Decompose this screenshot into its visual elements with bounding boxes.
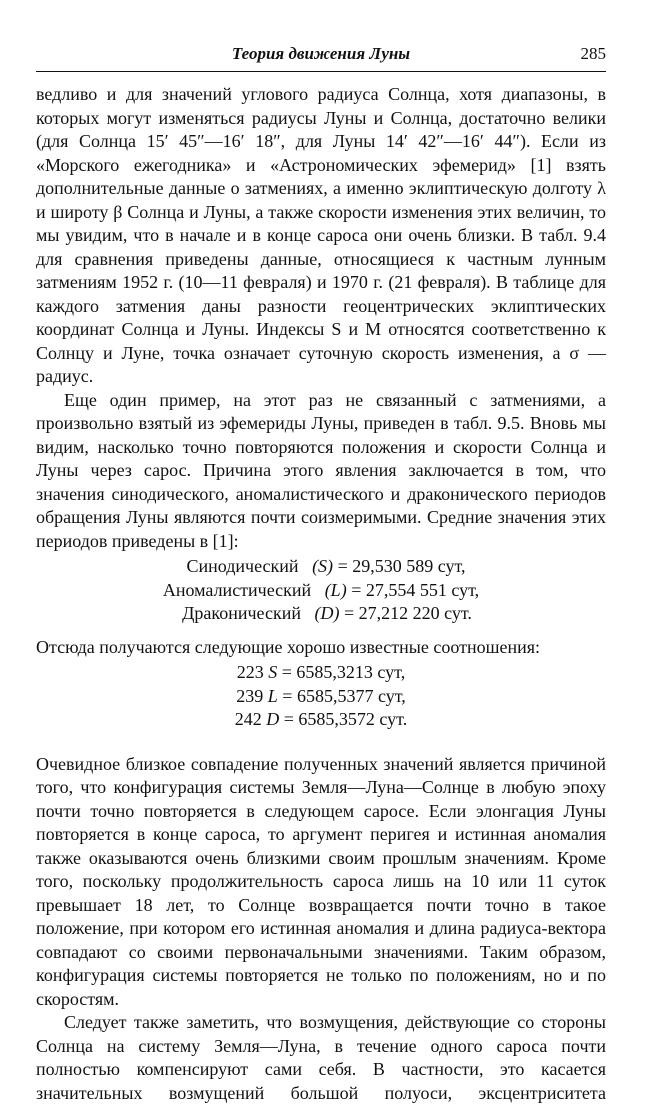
- page-number: 285: [580, 44, 606, 63]
- relations-block: [36, 661, 606, 732]
- period-name: Аномалистический: [162, 579, 312, 600]
- relation-line-anomalistic: [36, 685, 606, 709]
- period-value: = 27,212 220 сут.: [343, 603, 472, 623]
- relation-factor: 223: [236, 662, 264, 682]
- header-rule: [36, 71, 606, 72]
- paragraph-configuration: Очевидное близкое совпадение полученных значений является причиной того, что конфигурация системы Земля—Луна—Солнце в любую эпоху почти точно повторяется в следующем саросе. Если элонгация Луны повторяется в конце сароса, то аргумент перигея и истинная аномалия также оказываются очень близкими своим прошлым значениям. Кроме того, поскольку продолжительность сароса лишь на 10 или 11 суток превышает 18 лет, то Солнце возвращается почти точно в такое положение, при котором его истинная аномалия и длина радиуса-вектора совпадают со своими первоначальными значениями. Таким образом, конфигурация системы повторяется не только по положениям, но и по скоростям.: [36, 753, 606, 1009]
- period-symbol: (L): [324, 579, 347, 600]
- period-line-synodic: [36, 555, 606, 579]
- relation-line-draconic: [36, 708, 606, 732]
- relation-line-synodic: [36, 661, 606, 685]
- period-value: = 27,554 551 сут,: [351, 579, 480, 600]
- relation-symbol: L: [267, 685, 278, 706]
- period-symbol: (S): [312, 556, 334, 576]
- relation-symbol: S: [268, 662, 278, 682]
- relations-intro: Отсюда получаются следующие хорошо известные соотношения:: [36, 636, 541, 657]
- paragraph-ephemeris-example: Еще один пример, на этот раз не связанный с затмениями, а произвольно взятый из эфемериды Луны, приведен в табл. 9.5. Вновь мы видим, насколько точно повторяются положения и скорости Солнца и Луны через сарос. Причина этого явления заключается в том, что значения синодического, аномалистического и драконического периодов обращения Луны являются почти соизмеримыми. Средние значения этих периодов приведены в [1]:: [36, 389, 606, 551]
- relation-factor: 242: [234, 709, 262, 729]
- relation-value: = 6585,3572 сут.: [283, 709, 408, 729]
- running-header: [36, 40, 606, 70]
- paragraph-saros-similarity: ведливо и для значений углового радиуса Солнца, хотя диапазоны, в которых могут изменяться радиусы Луны и Солнца, достаточно велики (для Солнца 15′ 45″—16′ 18″, для Луны 14′ 42″—16′ 44″). Если из «Морского ежегодника» и «Астрономических эфемерид» [1] взять дополнительные данные о затмениях, а именно эклиптическую долготу λ и широту β Солнца и Луны, а также скорости изменения этих величин, то мы увидим, что в начале и в конце сароса они очень близки. В табл. 9.4 для сравнения приведены данные, относящиеся к частным лунным затмениям 1952 г. (10—11 февраля) и 1970 г. (21 февраля). В таблице для каждого затмения даны разности геоцентрических эклиптических координат Солнца и Луны. Индексы S и M относятся соответственно к Солнцу и Луне, точка означает суточную скорость изменения, а σ — радиус.: [36, 84, 606, 386]
- chapter-title: Теория движения Луны: [231, 44, 411, 63]
- relation-value: = 6585,5377 сут,: [282, 685, 406, 706]
- relation-symbol: D: [266, 709, 280, 729]
- period-line-anomalistic: [36, 579, 606, 603]
- paragraph-perturbations: Следует также заметить, что возмущения, действующие со стороны Солнца на систему Земля—Луна, в течение одного сароса почти полностью компенсируют сами себя. В частности, это касается значительных возмущений большой полуоси, эксцентриситета: [36, 1012, 606, 1103]
- relation-factor: 239: [236, 685, 264, 706]
- page-body: [36, 83, 606, 1105]
- period-line-draconic: [36, 602, 606, 626]
- period-value: = 29,530 589 сут,: [337, 556, 466, 576]
- periods-block: [36, 555, 606, 626]
- relation-value: = 6585,3213 сут,: [281, 662, 406, 682]
- period-name: Драконический: [182, 603, 301, 623]
- period-name: Синодический: [186, 556, 299, 576]
- period-symbol: (D): [314, 603, 340, 623]
